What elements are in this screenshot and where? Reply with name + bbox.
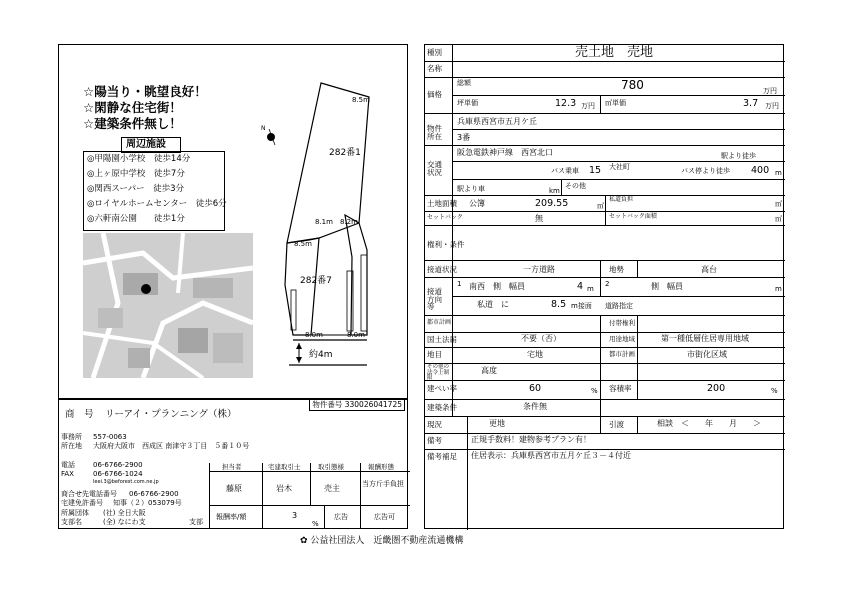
land-category: 宅地	[527, 350, 543, 359]
staff-header: 報酬形態	[368, 463, 394, 471]
facility-item: ◎六軒南公園 徒歩1分	[87, 214, 185, 224]
bus-minutes: 15	[589, 165, 602, 176]
road-status: 一方道路	[523, 265, 555, 274]
map-panel	[58, 44, 408, 399]
build-cond-label: 建築条件	[427, 403, 457, 412]
sqm-unit: 万円	[765, 102, 779, 110]
road-dir-1: 南西 側 幅員	[469, 282, 525, 291]
setback-area-unit: ㎡	[775, 215, 782, 223]
station-walk-label: 駅より徒歩	[721, 152, 756, 160]
tsubo-unit: 万円	[581, 102, 595, 110]
details-panel	[424, 44, 784, 529]
supplement-label: 備考補足	[427, 452, 457, 461]
dim-label: 8.0m	[305, 331, 323, 339]
headline-1: ☆陽当り・眺望良好！	[83, 84, 207, 99]
north-label: N	[261, 125, 266, 132]
trade-name: リーアイ・プランニング（株）	[105, 409, 237, 420]
area-map	[83, 233, 253, 378]
property-number: 物件番号 330026041725	[309, 399, 405, 411]
bus-label: バス乗車	[551, 167, 579, 175]
facilities-title: 周辺施設	[121, 137, 181, 153]
location-label: 物件所在	[427, 124, 442, 141]
facility-item: ◎ロイヤルホームセンター 徒歩6分	[87, 199, 227, 209]
bus-walk-unit: m	[775, 169, 782, 177]
staff-header: 宅建取引士	[268, 463, 301, 471]
association-label: 所属団体	[61, 509, 89, 517]
branch-label: 支部名	[61, 518, 82, 526]
email: leei.3@beforest.com.ne.jp	[93, 479, 159, 485]
facility-item: ◎甲陽園小学校 徒歩14分	[87, 154, 191, 164]
dim-label: 8.5m	[352, 96, 370, 104]
setback-area-label: セットバック面積	[609, 213, 657, 220]
office-label: 事務所	[61, 433, 82, 441]
remarks-label: 備考	[427, 436, 442, 445]
agent-panel	[58, 399, 408, 529]
license-label: 宅建免許番号	[61, 499, 103, 507]
frontage-unit: m接面	[571, 302, 592, 310]
staff-header: 担当者	[222, 463, 242, 471]
price-unit: 万円	[763, 87, 777, 95]
traffic-label: 交通状況	[427, 160, 442, 177]
city-plan-label: 都市計画	[427, 319, 452, 326]
sqm-value: 3.7	[743, 98, 759, 109]
area-unit: ㎡	[597, 202, 604, 210]
location: 兵庫県西宮市五月ケ丘	[457, 117, 537, 126]
lot-label-2: 282番7	[300, 276, 332, 286]
licensed-agent: 岩木	[276, 484, 292, 493]
other-label: その他	[565, 182, 586, 190]
terrain-label: 地勢	[609, 265, 624, 274]
road-width-label: 約4m	[309, 350, 333, 360]
tsubo-label: 坪単価	[457, 99, 478, 107]
facility-item: ◎関西スーパー 徒歩3分	[87, 184, 184, 194]
far-label: 容積率	[609, 384, 632, 393]
plot-diagram	[259, 75, 407, 375]
address-label: 所在地	[61, 442, 82, 450]
bcr-value: 60	[529, 383, 542, 394]
price-label: 価格	[427, 90, 442, 99]
dim-label: 8.5m	[294, 240, 312, 248]
frontage-value: 8.5	[551, 299, 567, 310]
price-value: 780	[621, 78, 644, 92]
tsubo-value: 12.3	[555, 98, 577, 109]
fax-label: FAX	[61, 470, 74, 478]
contact-tel: 06-6766-2900	[129, 490, 179, 498]
bcr-label: 建ぺい率	[427, 384, 457, 393]
city-plan-area: 市街化区域	[687, 350, 727, 359]
handover: 相談 ＜ 年 月 ＞	[657, 419, 761, 428]
land-law-label: 国土法届	[427, 335, 457, 344]
area-kind: 公簿	[469, 199, 485, 208]
setback-label: セットバック	[427, 214, 463, 221]
supplement: 住居表示：兵庫県西宮市五月ケ丘３－４付近	[471, 451, 631, 460]
far-unit: %	[771, 387, 778, 395]
headline-2: ☆閑静な住宅街！	[83, 100, 182, 115]
lot-label-1: 282番1	[329, 148, 361, 158]
headline-3: ☆建築条件無し！	[83, 116, 182, 131]
road-dir-2: 側 幅員	[651, 282, 683, 291]
sqm-label: ㎡単価	[605, 99, 626, 107]
road-dir-no-1: 1	[457, 280, 462, 288]
rights-label: 権利・条件	[427, 240, 465, 249]
road-width-1: 4	[577, 281, 584, 292]
staff-header: 取引態様	[318, 463, 344, 471]
road-width-1-unit: m	[587, 285, 594, 293]
fee-form: 当方斤手負担	[362, 480, 404, 488]
private-road-unit: ㎡	[775, 200, 782, 208]
postal-code: 557-0063	[93, 433, 127, 441]
facility-item: ◎上ヶ原中学校 徒歩7分	[87, 169, 185, 179]
bus-stop: 大社町	[609, 163, 630, 171]
remarks: 正規手数料！建物参考プラン有！	[471, 435, 591, 444]
ad-label: 広告	[334, 513, 348, 521]
name-label: 名称	[427, 64, 442, 73]
license-number: 知事（２）053079号	[113, 499, 182, 507]
handover-label: 引渡	[609, 420, 624, 429]
private-road-label: 私道負担	[609, 196, 634, 203]
building-rule-label: 付帯権利	[609, 319, 635, 327]
current-state: 更地	[489, 419, 505, 428]
property-type: 売土地 売地	[575, 45, 654, 60]
area-label: 土地面積	[427, 199, 457, 208]
terrain: 高台	[701, 265, 717, 274]
bus-walk-distance: 400	[751, 165, 770, 176]
transaction-mode: 売主	[324, 484, 340, 493]
facilities-list	[83, 151, 225, 231]
tel-label: 電話	[61, 461, 75, 469]
trade-name-label: 商 号	[65, 409, 94, 420]
address: 大阪府大阪市 西成区 南津守３丁目 ５番１０号	[93, 442, 250, 450]
staff-name: 藤原	[226, 484, 242, 493]
org-logo-icon: ✿	[300, 536, 308, 546]
dim-label: 8.1m	[315, 218, 333, 226]
dim-label: 8.2m	[340, 218, 358, 226]
branch: (全) なにわ支	[103, 518, 146, 526]
association: (社) 全日大阪	[103, 509, 146, 517]
road-width-2-unit: m	[775, 285, 782, 293]
total-label: 総額	[457, 79, 471, 87]
type-label: 種別	[427, 48, 442, 57]
city-plan-area-label: 都市計画	[609, 350, 635, 358]
tel: 06-6766-2900	[93, 461, 143, 469]
frontage-label: 私道 に	[477, 300, 509, 309]
area-value: 209.55	[535, 198, 569, 209]
bus-walk-label: バス停より徒歩	[681, 167, 730, 175]
contact-label: 商合せ先電話番号	[61, 490, 117, 498]
car-label: 駅より車	[457, 185, 485, 193]
footer-org: ✿ 公益社団法人 近畿圏不動産流通機構	[300, 536, 464, 546]
fee-value: 3	[292, 511, 298, 520]
zoning: 第一種低層住居専用地域	[661, 334, 749, 343]
setback-value: 無	[535, 214, 543, 223]
road-status-label: 接道状況	[427, 265, 457, 274]
road-dir-no-2: 2	[605, 280, 610, 288]
current-label: 現況	[427, 420, 442, 429]
zoning-label: 用途地域	[609, 335, 635, 343]
land-law: 不要（否）	[521, 334, 561, 343]
fee-label: 報酬率/額	[216, 513, 247, 521]
station: 阪急電鉄神戸線 西宮北口	[457, 148, 553, 157]
other-rule: 高度	[481, 366, 497, 375]
road-designation: 道路指定	[605, 302, 633, 310]
dim-label: 8.0m	[347, 331, 365, 339]
lot-number: 3番	[457, 133, 471, 142]
land-cat-label: 地目	[427, 350, 442, 359]
road-dir-label: 接道方向等	[427, 287, 442, 311]
other-rule-label: その他の法令上制限	[427, 364, 450, 381]
fee-unit: %	[312, 520, 319, 528]
bcr-unit: %	[591, 387, 598, 395]
far-value: 200	[707, 383, 726, 394]
staff-table	[209, 463, 410, 529]
ad-value: 広告可	[374, 513, 395, 521]
car-unit: km	[549, 187, 560, 195]
fax: 06-6766-1024	[93, 470, 143, 478]
branch-suffix: 支部	[189, 518, 203, 526]
build-condition: 条件無	[523, 402, 547, 411]
